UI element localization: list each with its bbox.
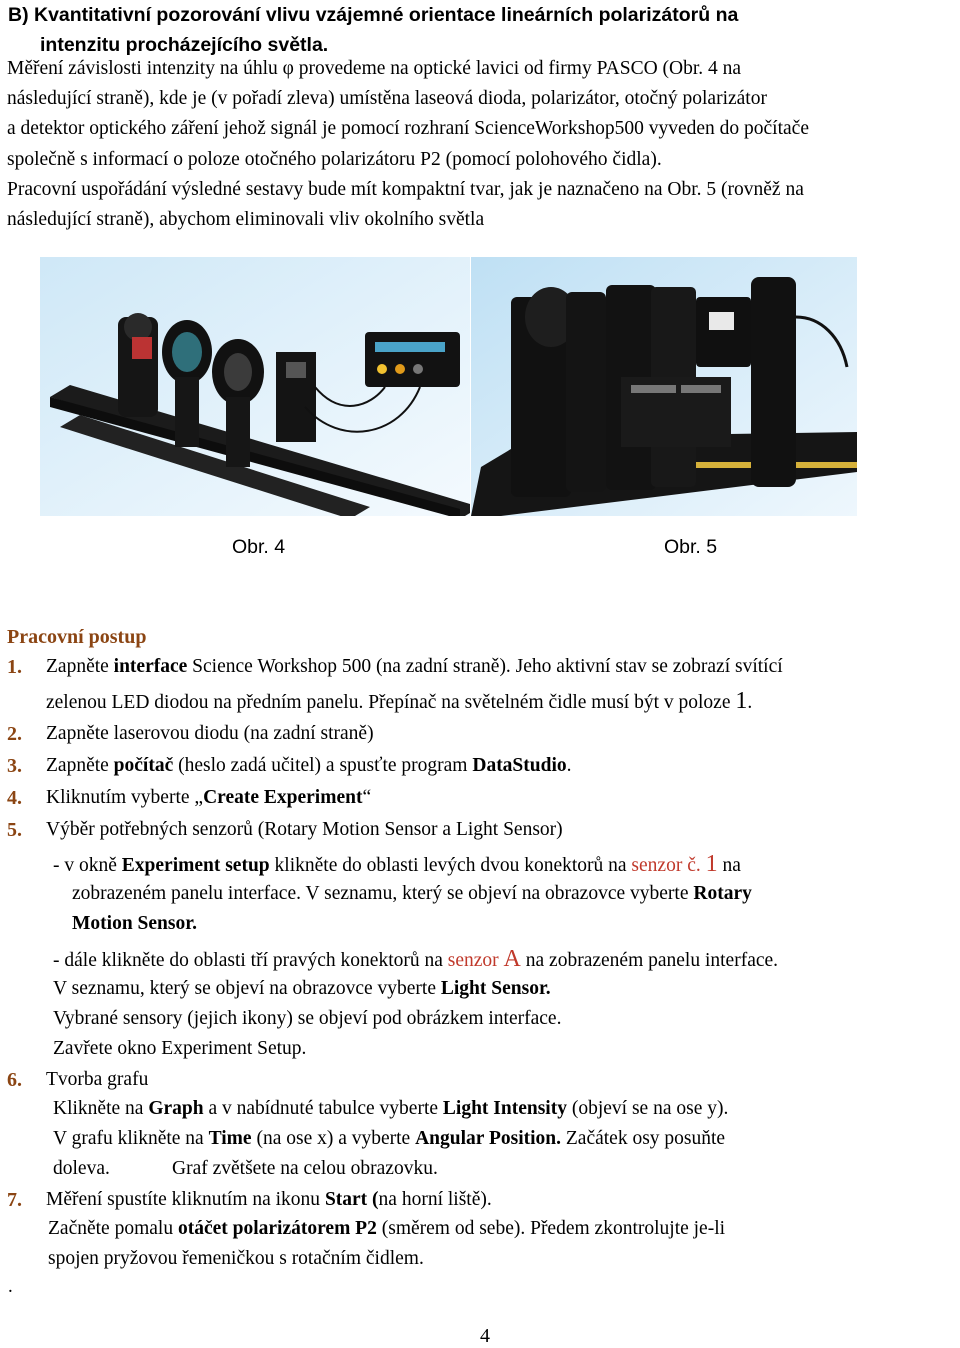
step-number: 4. — [7, 787, 22, 809]
step-6-line-4b: Graf zvětšete na celou obrazovku. — [172, 1158, 438, 1179]
step-number: 1. — [7, 656, 22, 678]
step-2-line: Zapněte laserovou diodu (na zadní straně) — [46, 723, 374, 744]
step-7-line-2: Začněte pomalu otáčet polarizátorem P2 (směrem od sebe). Předem zkontrolujte je-li — [48, 1218, 726, 1239]
intro-line: společně s informací o poloze otočného polarizátoru P2 (pomocí polohového čidla). — [7, 148, 662, 170]
step-5-line-2: - v okně Experiment setup klikněte do oblasti levých dvou konektorů na senzor č. 1 na — [53, 851, 741, 877]
step-5-line-6: V seznamu, který se objeví na obrazovce vyberte Light Sensor. — [53, 978, 551, 999]
step-5-line-4: Motion Sensor. — [72, 913, 197, 934]
intro-line: následující straně), kde je (v pořadí zleva) umístěna laseová dioda, polarizátor, otočný polarizátor — [7, 88, 767, 110]
bold-text: interface — [113, 656, 188, 677]
step-6-line-2: Klikněte na Graph a v nabídnuté tabulce vyberte Light Intensity (objeví se na ose y). — [53, 1098, 729, 1119]
intro-line: Měření závislosti intenzity na úhlu φ provedeme na optické lavici od firmy PASCO (Obr. 4 na — [7, 58, 742, 79]
step-number: 7. — [7, 1189, 22, 1211]
intro-line: Pracovní uspořádání výsledné sestavy bude mít kompaktní tvar, jak je naznačeno na Obr. 5 (rovněž na — [7, 178, 804, 200]
step-5-line-1: Výběr potřebných senzorů (Rotary Motion Sensor a Light Sensor) — [46, 819, 563, 840]
compact-arrangement-illustration — [471, 257, 857, 516]
step-number: 2. — [7, 723, 22, 745]
page-number: 4 — [480, 1325, 490, 1347]
step-5-line-8: Zavřete okno Experiment Setup. — [53, 1038, 307, 1059]
intro-paragraph — [7, 54, 955, 235]
stray-dot: . — [8, 1276, 13, 1297]
step-6-line-4: doleva. — [53, 1158, 110, 1179]
intro-line: následující straně), abychom eliminovali vliv okolního světla — [7, 209, 485, 231]
figure-4-caption: Obr. 4 — [232, 536, 286, 558]
step-number: 3. — [7, 755, 22, 777]
step-4-line: Kliknutím vyberte „Create Experiment“ — [46, 787, 372, 808]
step-number: 6. — [7, 1069, 22, 1091]
optical-bench-illustration — [40, 257, 470, 516]
procedure-title: Pracovní postup — [7, 626, 147, 648]
figure-5-photo — [471, 257, 857, 516]
step-1-line-1: Zapněte interface Science Workshop 500 (na zadní straně). Jeho aktivní stav se zobrazí svítící — [46, 656, 783, 677]
step-3-line: Zapněte počítač (heslo zadá učitel) a spusťte program DataStudio. — [46, 755, 572, 776]
step-6-line-1: Tvorba grafu — [46, 1069, 149, 1090]
step-7-line-1: Měření spustíte kliknutím na ikonu Start (na horní liště). — [46, 1189, 492, 1210]
step-5-line-5: - dále klikněte do oblasti tří pravých konektorů na senzor A na zobrazeném panelu interface. — [53, 946, 779, 972]
section-heading — [8, 0, 948, 60]
heading-line-2: intenzitu procházejícího světla. — [40, 34, 329, 56]
step-7-line-3: spojen pryžovou řemeničkou s rotačním čidlem. — [48, 1248, 424, 1269]
step-1-line-2: zelenou LED diodou na předním panelu. Přepínač na světelném čidle musí být v poloze 1. — [46, 688, 753, 714]
intro-line: a detektor optického záření jehož signál je pomocí rozhraní ScienceWorkshop500 vyveden do počítače — [7, 118, 809, 140]
heading-line-1: B) Kvantitativní pozorování vlivu vzájemné orientace lineárních polarizátorů na — [8, 4, 739, 26]
step-5-line-3: zobrazeném panelu interface. V seznamu, který se objeví na obrazovce vyberte Rotary — [72, 883, 752, 904]
figure-4-photo — [40, 257, 470, 516]
step-number: 5. — [7, 819, 22, 841]
step-5-line-7: Vybrané sensory (jejich ikony) se objeví pod obrázkem interface. — [53, 1008, 562, 1029]
step-6-line-3: V grafu klikněte na Time (na ose x) a vyberte Angular Position. Začátek osy posuňte — [53, 1128, 726, 1149]
figure-5-caption: Obr. 5 — [664, 536, 718, 558]
